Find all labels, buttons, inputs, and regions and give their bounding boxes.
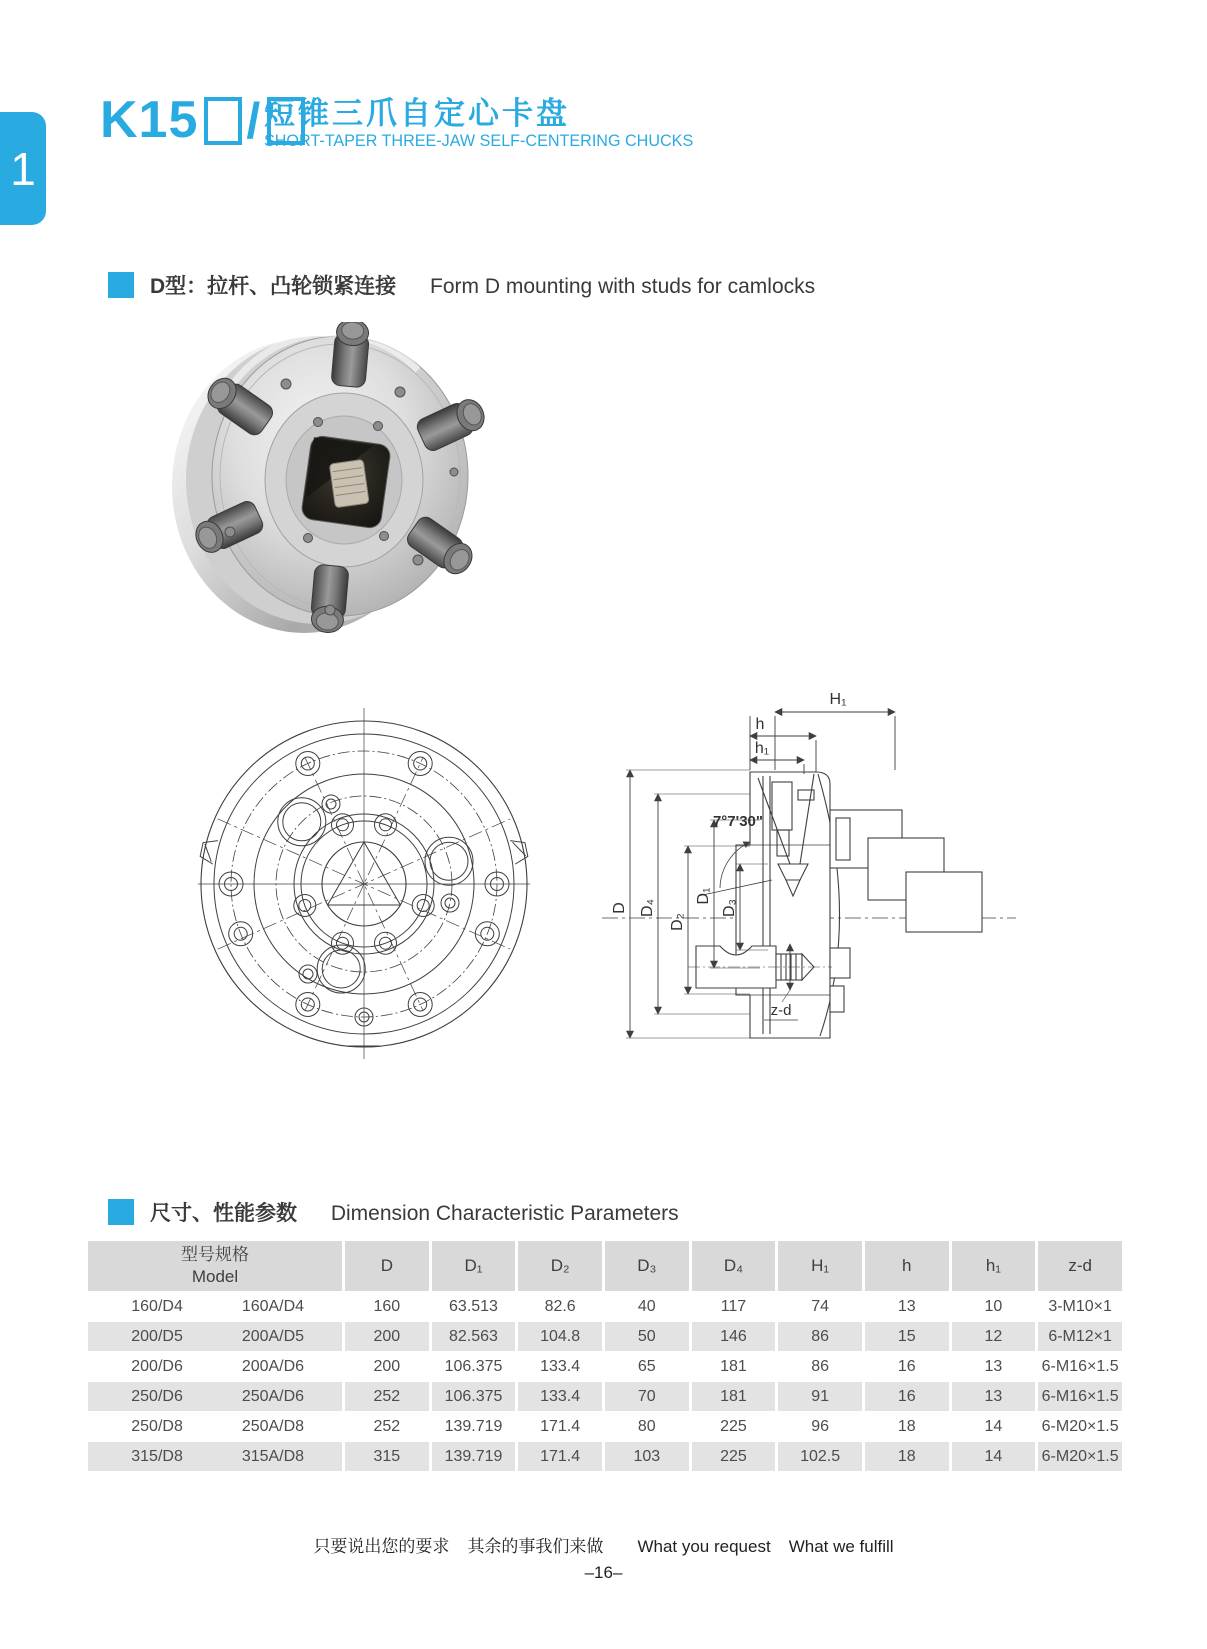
value-cell: 171.4 xyxy=(540,1417,581,1435)
dim-label-D1: D₁ xyxy=(695,887,712,905)
value-cell: 225 xyxy=(692,1442,776,1471)
dimension-table xyxy=(85,1240,1125,1472)
page-title-en: SHORT-TAPER THREE-JAW SELF-CENTERING CHUCKS xyxy=(264,131,694,150)
section-form-label-cn: D型：拉杆、凸轮锁紧连接 xyxy=(150,275,397,298)
model-placeholder-box xyxy=(204,97,242,145)
angle-label: 7°7'30" xyxy=(712,813,764,830)
table-row xyxy=(88,1382,1122,1411)
value-cell: 6-M20×1.5 xyxy=(1041,1417,1119,1435)
product-photo xyxy=(168,322,486,640)
value-cell: 16 xyxy=(897,1357,916,1375)
value-cell: 6-M12×1 xyxy=(1038,1322,1122,1351)
section-form-label xyxy=(150,270,815,300)
column-header: h₁ xyxy=(952,1241,1036,1291)
value-cell: 14 xyxy=(984,1417,1003,1435)
table-row xyxy=(88,1322,1122,1351)
column-header: D xyxy=(345,1241,429,1291)
value-cell: 91 xyxy=(778,1382,862,1411)
value-cell: 63.513 xyxy=(449,1297,498,1315)
value-cell: 18 xyxy=(865,1442,949,1471)
value-cell: 40 xyxy=(637,1297,656,1315)
section-marker-square xyxy=(108,1199,134,1225)
dim-label-D2: D₂ xyxy=(669,913,686,931)
value-cell: 139.719 xyxy=(444,1417,503,1435)
value-cell: 315 xyxy=(345,1442,429,1471)
section-dimensions-label-cn: 尺寸、性能参数 xyxy=(150,1202,297,1225)
table-row xyxy=(88,1292,1122,1321)
column-header: D₄ xyxy=(692,1241,776,1291)
dim-label-D4: D₄ xyxy=(639,898,656,918)
section-dimensions-label-en: Dimension Characteristic Parameters xyxy=(330,1202,679,1225)
model-cell: 160/D4 160A/D4 xyxy=(131,1297,305,1315)
column-header: D₁ xyxy=(432,1241,516,1291)
value-cell: 104.8 xyxy=(518,1322,602,1351)
table-header-row xyxy=(88,1241,1122,1291)
value-cell: 225 xyxy=(720,1417,747,1435)
model-cell: 315/D8 315A/D8 xyxy=(88,1442,342,1471)
value-cell: 181 xyxy=(720,1357,747,1375)
page-title-cn: 短锥三爪自定心卡盘 xyxy=(264,96,570,131)
slogan-cn-1: 只要说出您的要求 xyxy=(313,1537,450,1556)
value-cell: 10 xyxy=(984,1297,1003,1315)
value-cell: 252 xyxy=(345,1382,429,1411)
column-header-model: 型号规格 Model xyxy=(88,1241,342,1291)
value-cell: 117 xyxy=(720,1297,747,1315)
section-marker-square xyxy=(108,272,134,298)
value-cell: 86 xyxy=(778,1322,862,1351)
column-header: h xyxy=(865,1241,949,1291)
zd-label: z-d xyxy=(770,1002,792,1019)
dim-label-h1: h₁ xyxy=(754,740,770,757)
value-cell: 50 xyxy=(605,1322,689,1351)
value-cell: 3-M10×1 xyxy=(1048,1297,1112,1315)
table-row xyxy=(88,1442,1122,1471)
slogan-cn-2: 其余的事我们来做 xyxy=(467,1537,604,1556)
cross-section-drawing xyxy=(600,650,1020,1048)
slogan-en-1: What you request xyxy=(637,1537,771,1556)
value-cell: 86 xyxy=(811,1357,829,1375)
value-cell: 139.719 xyxy=(432,1442,516,1471)
value-cell: 13 xyxy=(952,1382,1036,1411)
value-cell: 102.5 xyxy=(778,1442,862,1471)
value-cell: 70 xyxy=(605,1382,689,1411)
chapter-tab xyxy=(0,112,46,225)
value-cell: 12 xyxy=(952,1322,1036,1351)
value-cell: 74 xyxy=(811,1297,829,1315)
page-number: –16– xyxy=(584,1563,623,1582)
table-row xyxy=(88,1352,1122,1381)
value-cell: 80 xyxy=(637,1417,656,1435)
value-cell: 6-M16×1.5 xyxy=(1038,1382,1122,1411)
chapter-number: 1 xyxy=(10,142,36,195)
front-view-drawing xyxy=(196,706,541,1061)
section-dimensions-label xyxy=(150,1197,679,1227)
value-cell: 13 xyxy=(984,1357,1003,1375)
value-cell: 6-M16×1.5 xyxy=(1041,1357,1119,1375)
value-cell: 96 xyxy=(811,1417,829,1435)
value-cell: 133.4 xyxy=(540,1357,581,1375)
value-cell: 82.6 xyxy=(544,1297,576,1315)
value-cell: 106.375 xyxy=(432,1382,516,1411)
slogan-en-2: What we fulfill xyxy=(788,1537,894,1556)
model-cell: 200/D5 200A/D5 xyxy=(88,1322,342,1351)
column-header: D₂ xyxy=(518,1241,602,1291)
dim-label-H1: H₁ xyxy=(829,691,847,708)
value-cell: 160 xyxy=(373,1297,401,1315)
table-row xyxy=(88,1412,1122,1441)
section-form-label-en: Form D mounting with studs for camlocks xyxy=(430,275,816,298)
value-cell: 103 xyxy=(605,1442,689,1471)
model-code-slash: / xyxy=(246,93,261,149)
column-header: z-d xyxy=(1038,1241,1122,1291)
value-cell: 15 xyxy=(865,1322,949,1351)
dim-label-h: h xyxy=(755,716,765,733)
value-cell: 171.4 xyxy=(518,1442,602,1471)
column-header: D₃ xyxy=(605,1241,689,1291)
model-code-prefix: K15 xyxy=(100,91,199,149)
value-cell: 82.563 xyxy=(432,1322,516,1351)
value-cell: 13 xyxy=(897,1297,916,1315)
footer-slogan xyxy=(0,1532,1207,1557)
value-cell: 14 xyxy=(952,1442,1036,1471)
model-cell: 250/D8 250A/D8 xyxy=(131,1417,305,1435)
value-cell: 133.4 xyxy=(518,1382,602,1411)
model-cell: 250/D6 250A/D6 xyxy=(88,1382,342,1411)
value-cell: 6-M20×1.5 xyxy=(1038,1442,1122,1471)
value-cell: 200 xyxy=(373,1357,401,1375)
column-header: H₁ xyxy=(778,1241,862,1291)
value-cell: 200 xyxy=(345,1322,429,1351)
dim-label-D3: D₃ xyxy=(721,898,738,918)
value-cell: 106.375 xyxy=(444,1357,503,1375)
model-cell: 200/D6 200A/D6 xyxy=(131,1357,305,1375)
value-cell: 146 xyxy=(692,1322,776,1351)
value-cell: 65 xyxy=(637,1357,656,1375)
value-cell: 16 xyxy=(865,1382,949,1411)
dim-label-D: D xyxy=(611,902,628,914)
value-cell: 252 xyxy=(373,1417,401,1435)
value-cell: 18 xyxy=(897,1417,916,1435)
value-cell: 181 xyxy=(692,1382,776,1411)
